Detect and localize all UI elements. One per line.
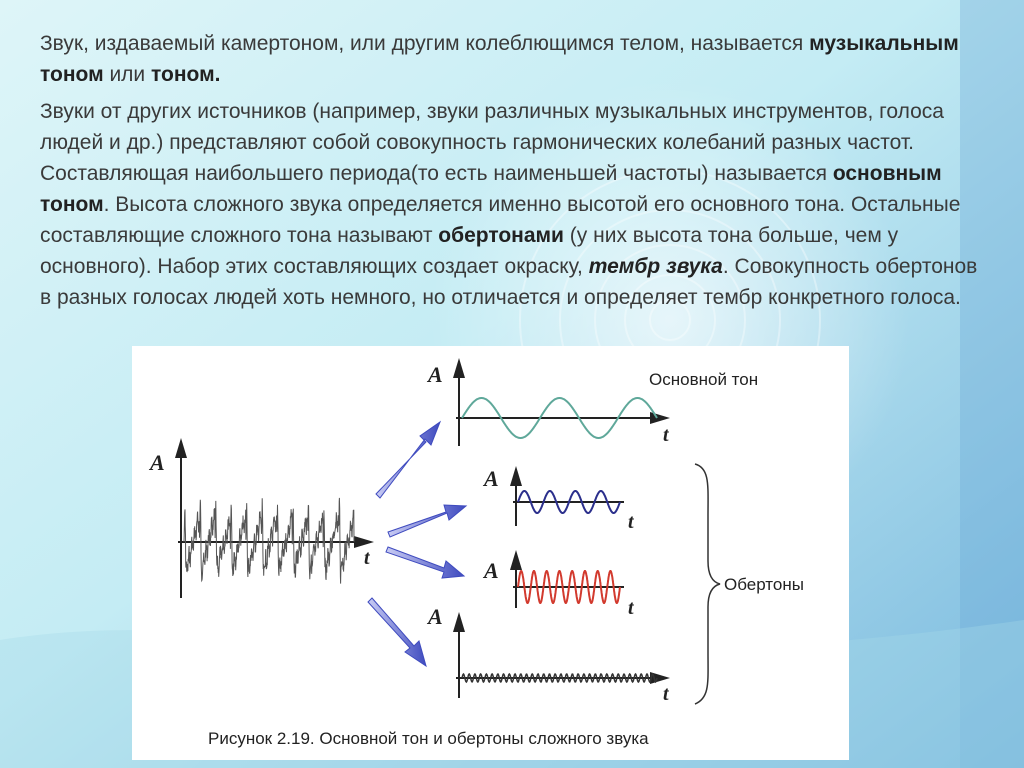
overtone-3-axis-t-label: t bbox=[663, 683, 669, 705]
paragraph-2-seg-5: (у них высота тона больше, чем у основного). Набор этих составляющих создает окраску, bbox=[40, 224, 899, 278]
paragraph-1-seg-2: музыкальным тоном bbox=[40, 32, 959, 86]
arrow-to-overtone-1 bbox=[388, 505, 466, 537]
paragraph-2-seg-4: обертонами bbox=[438, 224, 564, 247]
fundamental-axes bbox=[453, 358, 670, 446]
paragraph-1-seg-4: тоном. bbox=[151, 63, 221, 86]
paragraph-2 bbox=[40, 96, 990, 313]
body-text bbox=[40, 28, 990, 313]
overtone-1-axes bbox=[510, 466, 624, 526]
overtone-3-axis-a-label: A bbox=[428, 604, 443, 629]
overtones-label: Обертоны bbox=[724, 575, 804, 594]
overtone-3-axes bbox=[453, 612, 670, 698]
complex-waveform bbox=[184, 498, 354, 584]
overtones-figure bbox=[132, 346, 849, 760]
overtone-2-axis-a-label: A bbox=[484, 558, 499, 583]
complex-axis-a-label: A bbox=[150, 450, 165, 475]
overtones-brace bbox=[695, 464, 720, 704]
arrows bbox=[368, 422, 466, 666]
overtone-1-axis-a-label: A bbox=[484, 466, 499, 491]
paragraph-2-seg-1: Звуки от других источников (например, звуки различных музыкальных инструментов, голоса людей и др.) представляют собой совокупность гармонических колебаний разных частот. Составляющая наибольшего периода(то есть наименьшей частоты) называется bbox=[40, 100, 944, 185]
paragraph-1-seg-3: или bbox=[103, 63, 151, 86]
arrow-to-fundamental bbox=[376, 422, 440, 498]
paragraph-2-seg-7: . Совокупность обертонов в разных голосах людей хоть немного, но отличается и определяет тембр конкретного голоса. bbox=[40, 255, 978, 309]
paragraph-1-seg-1: Звук, издаваемый камертоном, или другим колеблющимся телом, называется bbox=[40, 32, 810, 55]
figure-canvas bbox=[132, 346, 849, 760]
arrow-to-overtone-2 bbox=[386, 547, 464, 578]
fundamental-axis-a-label: A bbox=[428, 362, 443, 387]
paragraph-2-seg-2: основным тоном bbox=[40, 162, 942, 216]
figure-caption: Рисунок 2.19. Основной тон и обертоны сложного звука bbox=[208, 729, 649, 748]
fundamental-tone-label: Основной тон bbox=[649, 370, 759, 389]
paragraph-2-seg-3: . Высота сложного звука определяется именно высотой его основного тона. Остальные составляющие сложного тона называют bbox=[40, 193, 961, 247]
complex-axis-t-label: t bbox=[364, 547, 370, 569]
arrow-to-overtone-3 bbox=[368, 598, 426, 666]
fundamental-axis-t-label: t bbox=[663, 424, 669, 446]
overtone-2-axis-t-label: t bbox=[628, 597, 634, 619]
paragraph-1 bbox=[40, 28, 990, 90]
overtone-1-axis-t-label: t bbox=[628, 511, 634, 533]
overtone-3-wave bbox=[462, 674, 657, 682]
paragraph-2-seg-6: тембр звука bbox=[588, 255, 723, 278]
